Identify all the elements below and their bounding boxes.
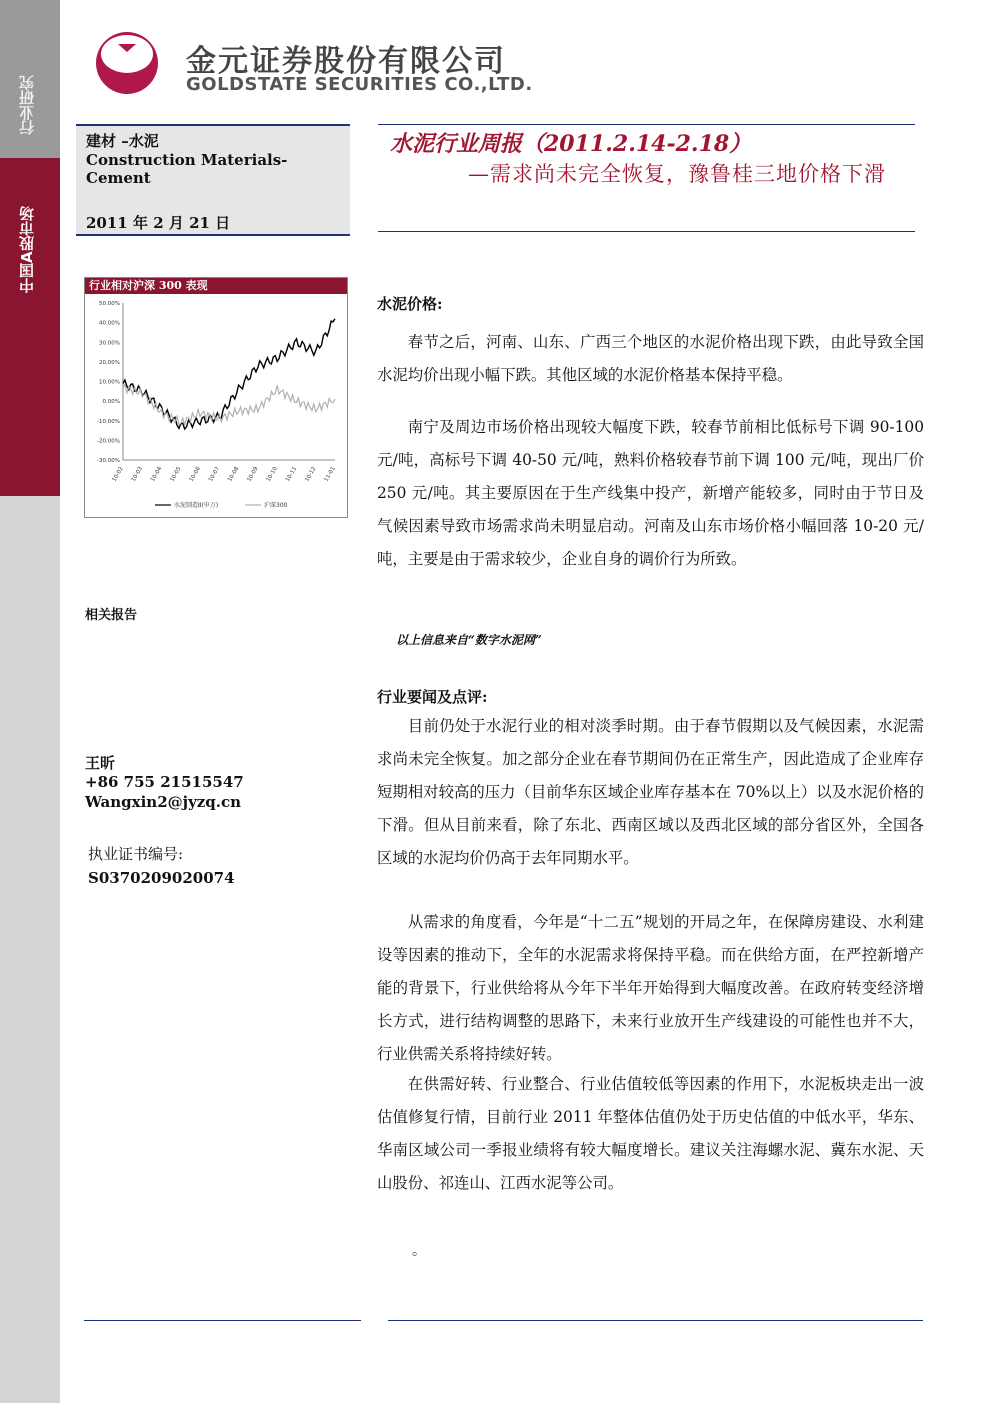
x-tick-label: 10-05 [169,466,183,483]
x-tick-label: 10-06 [188,466,202,483]
paragraph-5: 在供需好转、行业整合、行业估值较低等因素的作用下，水泥板块走出一波估值修复行情，目前行业 2011 年整体估值仍处于历史估值的中低水平，华东、华南区域公司一季报业绩将有较大幅度增长。建议关注海螺水泥、冀东水泥、天山股份、祁连山、江西水泥等公司。 [377,1075,924,1192]
y-tick-label: 20.00% [99,359,120,366]
related-reports-label: 相关报告 [85,608,138,623]
title-rule-top [378,124,915,125]
chart-canvas [85,295,347,517]
legend-label: 水泥制造II(申万) [174,502,219,509]
legend-label: 沪深300 [264,502,288,509]
title-rule-bottom [378,231,915,232]
company-name-en: GOLDSTATE SECURITIES CO.,LTD. [186,74,533,95]
sector-en: Construction Materials-Cement [86,151,288,187]
company-logo-icon [88,30,166,96]
y-tick-label: 40.00% [99,320,120,327]
sector-info-box [76,124,350,236]
x-tick-label: 10-12 [304,466,318,483]
x-tick-label: 10-04 [150,466,164,483]
y-tick-label: -10.00% [97,418,120,425]
section-heading-industry-news: 行业要闻及点评: [377,688,488,706]
section-heading-cement-price: 水泥价格: [377,295,443,313]
analyst-phone: +86 755 21515547 [85,773,244,791]
source-note: 以上信息来自“数字水泥网” [396,633,542,647]
report-title: 水泥行业周报（2011.2.14-2.18） [390,131,752,157]
y-tick-label: 50.00% [99,301,120,307]
analyst-email: Wangxin2@jyzq.cn [85,793,242,811]
x-tick-label: 10-11 [284,466,299,483]
side-label-industry-research: 行业研究 [18,75,36,135]
x-tick-label: 10-09 [246,466,260,483]
footer-rule-right [388,1320,923,1321]
analyst-name: 王昕 [85,754,116,772]
sector-cn: 建材 –水泥 [86,132,159,150]
x-tick-label: 11-01 [323,466,337,483]
certificate-label: 执业证书编号: [88,845,184,863]
report-date: 2011 年 2 月 21 日 [86,214,231,232]
report-subtitle: —需求尚未完全恢复，豫鲁桂三地价格下滑 [468,162,886,186]
y-tick-label: 30.00% [99,340,120,347]
end-mark: 。 [412,1243,426,1259]
y-tick-label: -30.00% [97,458,120,464]
paragraph-1: 春节之后，河南、山东、广西三个地区的水泥价格出现下跌，由此导致全国水泥均价出现小幅下跌。其他区域的水泥价格基本保持平稳。 [377,333,924,384]
y-tick-label: 0.00% [102,399,120,406]
footer-rule-left [84,1320,361,1321]
x-tick-label: 10-10 [265,466,279,483]
paragraph-2: 南宁及周边市场价格出现较大幅度下跌，较春节前相比低标号下调 90-100 元/吨，高标号下调 40-50 元/吨，熟料价格较春节前下调 100 元/吨，现出厂价 250 元/吨。其主要原因在于生产线集中投产，新增产能较多，同时由于节日及气候因素导致市场需求尚未明显启动。河南及山东市场价格小幅回落 10-20 元/吨，主要是由于需求较少，企业自身的调价行为所致。 [377,418,924,568]
y-tick-label: 10.00% [99,379,120,386]
side-bar [0,0,60,1403]
certificate-number: S0370209020074 [88,869,235,887]
side-label-a-share-market: 中国A股市场 [18,206,36,294]
x-tick-label: 10-03 [130,466,145,483]
x-tick-label: 10-02 [111,466,125,483]
x-tick-label: 10-07 [207,466,222,483]
y-tick-label: -20.00% [97,438,120,445]
paragraph-3: 目前仍处于水泥行业的相对淡季时期。由于春节假期以及气候因素，水泥需求尚未完全恢复。加之部分企业在春节期间仍在正常生产，因此造成了企业库存短期相对较高的压力（目前华东区域企业库存基本在 70%以上）以及水泥价格的下滑。但从目前来看，除了东北、西南区域以及西北区域的部分省区外，全国各区域的水泥均价仍高于去年同期水平。 [377,717,924,867]
x-tick-label: 10-08 [227,466,241,483]
relative-performance-chart [84,277,348,518]
chart-title: 行业相对沪深 300 表现 [85,278,347,294]
paragraph-4: 从需求的角度看，今年是“十二五”规划的开局之年，在保障房建设、水利建设等因素的推动下，全年的水泥需求将保持平稳。而在供给方面，在严控新增产能的背景下，行业供给将从今年下半年开始得到大幅度改善。在政府转变经济增长方式，进行结构调整的思路下，未来行业放开生产线建设的可能性也并不大，行业供需关系将持续好转。 [377,913,924,1063]
company-name-cn: 金元证券股份有限公司 [186,44,506,79]
